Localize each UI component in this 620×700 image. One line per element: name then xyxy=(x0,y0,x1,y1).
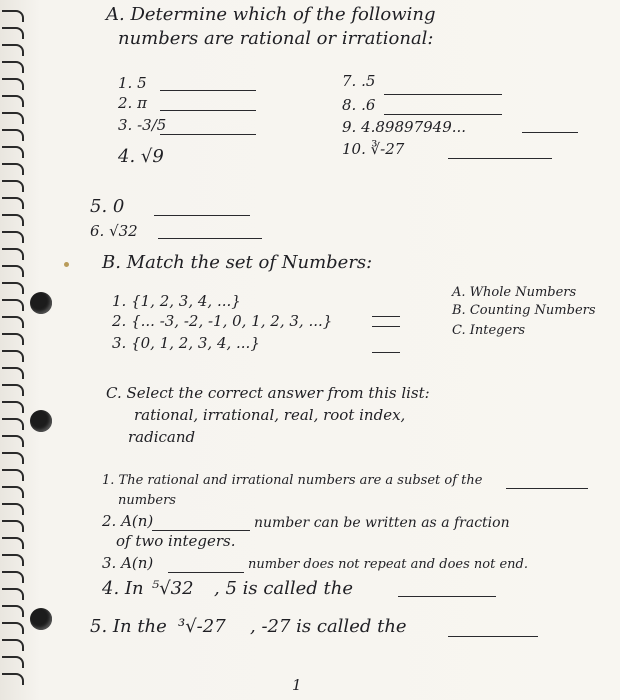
item-5-blank[interactable] xyxy=(154,215,250,216)
spiral-coil xyxy=(2,27,24,39)
section-a-title: A. Determine which of the following xyxy=(106,4,436,25)
spiral-coil xyxy=(2,401,24,413)
paper-speck xyxy=(64,262,69,267)
section-c-list: rational, irrational, real, root index, xyxy=(134,406,406,424)
question-5-radical: ³√-27 xyxy=(178,616,226,637)
question-2-blank[interactable] xyxy=(152,530,250,531)
question-1-end: numbers xyxy=(118,493,176,508)
section-b-title: B. Match the set of Numbers: xyxy=(102,252,373,273)
spiral-coil xyxy=(2,503,24,515)
option-b: B. Counting Numbers xyxy=(452,303,596,318)
spiral-coil xyxy=(2,622,24,634)
spiral-coil xyxy=(2,163,24,175)
question-3: 3. A(n) xyxy=(102,554,154,572)
spiral-coil xyxy=(2,248,24,260)
item-6-label: 6. √32 xyxy=(90,222,138,240)
spiral-coil xyxy=(2,61,24,73)
spiral-coil xyxy=(2,537,24,549)
spiral-coil xyxy=(2,316,24,328)
spiral-binding xyxy=(0,10,26,700)
item-4-label: 4. √9 xyxy=(118,146,164,167)
spiral-coil xyxy=(2,588,24,600)
spiral-coil xyxy=(2,265,24,277)
question-3-end: number does not repeat and does not end. xyxy=(248,557,528,572)
spiral-coil xyxy=(2,350,24,362)
item-2-label: 2. π xyxy=(118,94,147,112)
item-6-blank[interactable] xyxy=(158,238,262,239)
spiral-coil xyxy=(2,639,24,651)
spiral-coil xyxy=(2,656,24,668)
section-a-title-line2: numbers are rational or irrational: xyxy=(118,28,434,49)
section-c-title: C. Select the correct answer from this list: xyxy=(106,384,430,402)
item-7-blank[interactable] xyxy=(384,94,502,95)
punch-hole-top xyxy=(30,292,52,314)
option-a: A. Whole Numbers xyxy=(452,285,577,300)
spiral-coil xyxy=(2,129,24,141)
spiral-coil xyxy=(2,367,24,379)
item-3-blank[interactable] xyxy=(160,134,256,135)
item-8-blank[interactable] xyxy=(384,114,502,115)
question-2-mid: number can be written as a fraction xyxy=(254,515,510,531)
question-1-blank[interactable] xyxy=(506,488,588,489)
spiral-coil xyxy=(2,384,24,396)
spiral-coil xyxy=(2,214,24,226)
item-3-label: 3. -3/5 xyxy=(118,116,167,134)
spiral-coil xyxy=(2,520,24,532)
question-3-blank[interactable] xyxy=(168,572,244,573)
spiral-coil xyxy=(2,44,24,56)
question-2-end: of two integers. xyxy=(116,532,236,550)
spiral-coil xyxy=(2,554,24,566)
item-9-blank[interactable] xyxy=(522,132,578,133)
item-1-label: 1. 5 xyxy=(118,74,147,92)
item-7-label: 7. .5 xyxy=(342,72,376,90)
question-1: 1. The rational and irrational numbers are a subset of the xyxy=(102,473,483,488)
question-5-blank[interactable] xyxy=(448,636,538,637)
item-10-blank[interactable] xyxy=(448,158,552,159)
option-c: C. Integers xyxy=(452,323,526,338)
spiral-coil xyxy=(2,333,24,345)
item-10-label: 10. ∛-27 xyxy=(342,140,405,158)
question-5: 5. In the xyxy=(90,616,167,637)
item-1-blank[interactable] xyxy=(160,90,256,91)
item-5-label: 5. 0 xyxy=(90,196,125,217)
spiral-coil xyxy=(2,180,24,192)
item-8-label: 8. .6 xyxy=(342,96,376,114)
question-5-mid: , -27 is called the xyxy=(250,616,407,637)
set-1: 1. {1, 2, 3, 4, ...} xyxy=(112,292,241,310)
set-1-blank[interactable] xyxy=(372,316,400,317)
item-2-blank[interactable] xyxy=(160,110,256,111)
set-2-blank[interactable] xyxy=(372,326,400,327)
spiral-coil xyxy=(2,673,24,685)
spiral-coil xyxy=(2,10,24,22)
item-9-label: 9. 4.89897949... xyxy=(342,118,467,136)
set-2: 2. {... -3, -2, -1, 0, 1, 2, 3, ...} xyxy=(112,312,333,330)
spiral-coil xyxy=(2,282,24,294)
spiral-coil xyxy=(2,299,24,311)
question-4: 4. In xyxy=(102,578,144,599)
spiral-coil xyxy=(2,435,24,447)
spiral-coil xyxy=(2,469,24,481)
spiral-coil xyxy=(2,197,24,209)
spiral-coil xyxy=(2,452,24,464)
spiral-coil xyxy=(2,231,24,243)
question-2: 2. A(n) xyxy=(102,512,154,530)
spiral-coil xyxy=(2,78,24,90)
section-c-list-line2: radicand xyxy=(128,428,196,446)
punch-hole-bottom xyxy=(30,608,52,630)
question-4-radical: ⁵√32 xyxy=(152,578,194,599)
spiral-coil xyxy=(2,146,24,158)
set-3: 3. {0, 1, 2, 3, 4, ...} xyxy=(112,334,260,352)
spiral-coil xyxy=(2,95,24,107)
spiral-coil xyxy=(2,418,24,430)
punch-hole-middle xyxy=(30,410,52,432)
spiral-coil xyxy=(2,571,24,583)
question-4-blank[interactable] xyxy=(398,596,496,597)
page-number: 1 xyxy=(292,676,302,694)
spiral-coil xyxy=(2,486,24,498)
spiral-coil xyxy=(2,112,24,124)
set-3-blank[interactable] xyxy=(372,352,400,353)
spiral-coil xyxy=(2,605,24,617)
question-4-mid: , 5 is called the xyxy=(214,578,354,599)
